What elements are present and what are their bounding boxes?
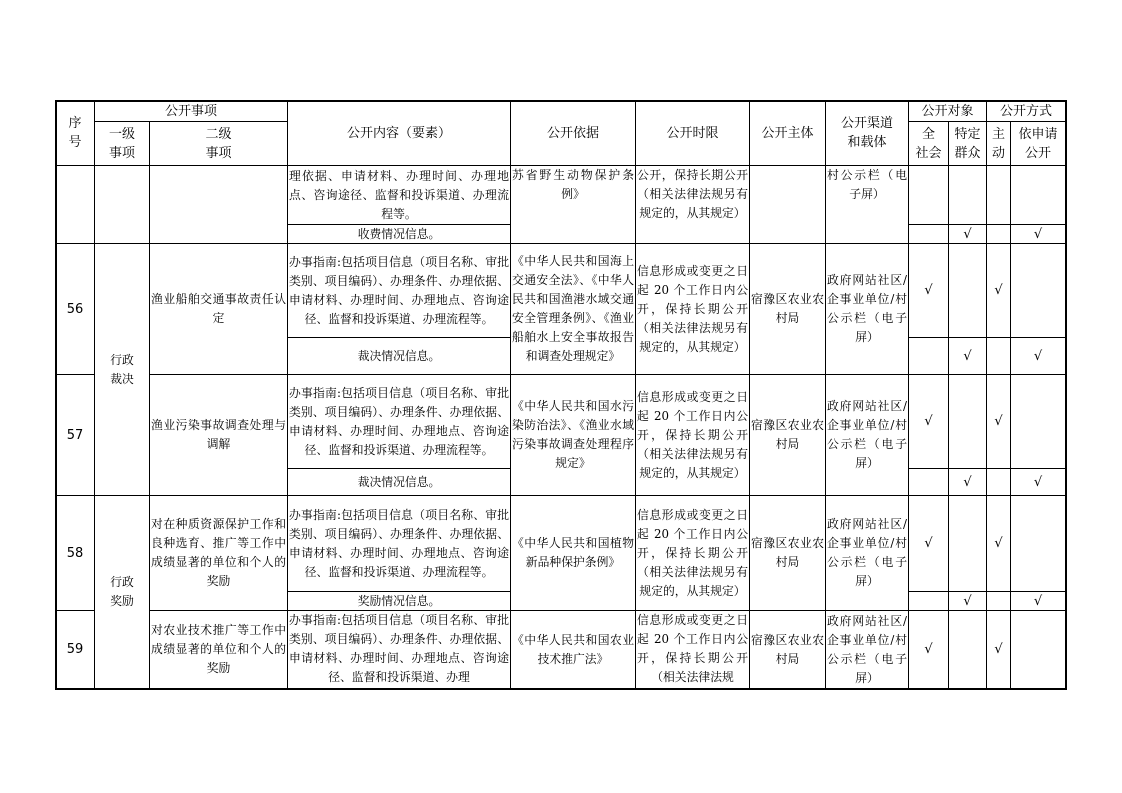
check-mark: √	[1010, 337, 1066, 375]
check-cell	[1010, 374, 1066, 469]
seq-cell	[55, 165, 95, 244]
row-number: 58	[55, 495, 95, 611]
check-mark: √	[1010, 591, 1066, 611]
check-cell	[1010, 495, 1066, 592]
check-mark: √	[986, 243, 1011, 338]
check-cell	[986, 337, 1011, 375]
basis-cell: 《中华人民共和国农业技术推广法》	[510, 610, 636, 689]
time-cell: 信息形成或变更之日起 20 个工作日内公开，保持长期公开（相关法律法规	[635, 610, 750, 689]
header-method: 公开方式	[986, 100, 1066, 122]
basis-cell: 《中华人民共和国植物新品种保护条例》	[510, 495, 636, 611]
check-mark: √	[948, 337, 987, 375]
check-mark: √	[986, 495, 1011, 592]
level2-item: 对农业技术推广等工作中成绩显著的单位和个人的奖励	[149, 610, 288, 689]
level2-item: 渔业污染事故调查处理与调解	[149, 374, 288, 496]
check-cell	[948, 374, 987, 469]
check-cell	[948, 495, 987, 592]
content-info: 收费情况信息。	[287, 224, 511, 244]
check-cell	[986, 468, 1011, 496]
check-cell	[948, 610, 987, 689]
header-subject: 公开主体	[749, 100, 826, 166]
check-cell	[908, 468, 949, 496]
header-level1: 一级 事项	[94, 121, 150, 166]
content-guide: 理依据、申请材料、办理时间、办理地点、咨询途径、监督和投诉渠道、办理流程等。	[287, 165, 511, 225]
channel-cell: 村公示栏（电子屏）	[825, 165, 909, 244]
check-mark: √	[1010, 224, 1066, 244]
header-basis: 公开依据	[510, 100, 636, 166]
header-target-all: 全 社会	[908, 121, 949, 166]
check-cell	[908, 591, 949, 611]
basis-cell: 苏省野生动物保护条例》	[510, 165, 636, 244]
level1-cell	[94, 165, 150, 244]
check-cell	[986, 224, 1011, 244]
level1-item: 行政 奖励	[94, 495, 150, 689]
row-number: 57	[55, 374, 95, 496]
check-cell	[986, 165, 1011, 225]
check-mark: √	[948, 591, 987, 611]
level1-item: 行政 裁决	[94, 243, 150, 496]
check-mark: √	[986, 374, 1011, 469]
header-method-request: 依申请 公开	[1010, 121, 1066, 166]
header-method-active: 主 动	[986, 121, 1011, 166]
content-info: 奖励情况信息。	[287, 591, 511, 611]
time-cell: 信息形成或变更之日起 20 个工作日内公开，保持长期公开（相关法律法规另有规定的，从其规定）	[635, 374, 750, 496]
subject-cell: 宿豫区农业农村局	[749, 610, 826, 689]
content-info: 裁决情况信息。	[287, 468, 511, 496]
content-guide: 办事指南:包括项目信息（项目名称、审批类别、项目编码）、办理条件、办理依据、申请材料、办理时间、办理地点、咨询途径、监督和投诉渠道、办理流程等。	[287, 495, 511, 592]
check-mark: √	[986, 610, 1011, 689]
time-cell: 信息形成或变更之日起 20 个工作日内公开，保持长期公开（相关法律法规另有规定的，从其规定）	[635, 243, 750, 375]
row-number: 56	[55, 243, 95, 375]
time-cell: 信息形成或变更之日起 20 个工作日内公开，保持长期公开（相关法律法规另有规定的，从其规定）	[635, 495, 750, 611]
channel-cell: 政府网站社区/企事业单位/村公示栏（电子屏）	[825, 610, 909, 689]
check-mark: √	[908, 495, 949, 592]
header-time: 公开时限	[635, 100, 750, 166]
check-mark: √	[1010, 468, 1066, 496]
level2-item: 渔业船舶交通事故责任认定	[149, 243, 288, 375]
basis-cell: 《中华人民共和国水污染防治法》、《渔业水域污染事故调查处理程序规定》	[510, 374, 636, 496]
header-items: 公开事项	[94, 100, 288, 122]
check-cell	[948, 165, 987, 225]
check-mark: √	[948, 224, 987, 244]
check-cell	[948, 243, 987, 338]
content-guide: 办事指南:包括项目信息（项目名称、审批类别、项目编码）、办理条件、办理依据、申请材料、办理时间、办理地点、咨询途径、监督和投诉渠道、办理流程等。	[287, 243, 511, 338]
check-cell	[1010, 165, 1066, 225]
check-cell	[908, 165, 949, 225]
subject-cell	[749, 165, 826, 244]
header-target: 公开对象	[908, 100, 987, 122]
check-mark: √	[908, 374, 949, 469]
channel-cell: 政府网站社区/企事业单位/村公示栏（电子屏）	[825, 495, 909, 611]
level2-item: 对在种质资源保护工作和良种选育、推广等工作中成绩显著的单位和个人的奖励	[149, 495, 288, 611]
subject-cell: 宿豫区农业农村局	[749, 495, 826, 611]
check-cell	[1010, 243, 1066, 338]
subject-cell: 宿豫区农业农村局	[749, 374, 826, 496]
row-number: 59	[55, 610, 95, 689]
header-content: 公开内容（要素）	[287, 100, 511, 166]
check-mark: √	[948, 468, 987, 496]
check-mark: √	[908, 243, 949, 338]
header-target-specific: 特定 群众	[948, 121, 987, 166]
content-info: 裁决情况信息。	[287, 337, 511, 375]
content-guide: 办事指南:包括项目信息（项目名称、审批类别、项目编码）、办理条件、办理依据、申请材料、办理时间、办理地点、咨询途径、监督和投诉渠道、办理	[287, 610, 511, 689]
check-cell	[986, 591, 1011, 611]
level2-cell	[149, 165, 288, 244]
channel-cell: 政府网站社区/企事业单位/村公示栏（电子屏）	[825, 243, 909, 375]
check-cell	[1010, 610, 1066, 689]
content-guide: 办事指南:包括项目信息（项目名称、审批类别、项目编码）、办理条件、办理依据、申请材料、办理时间、办理地点、咨询途径、监督和投诉渠道、办理流程等。	[287, 374, 511, 469]
subject-cell: 宿豫区农业农村局	[749, 243, 826, 375]
header-channel: 公开渠道 和载体	[825, 100, 909, 166]
header-level2: 二级 事项	[149, 121, 288, 166]
check-mark: √	[908, 610, 949, 689]
check-cell	[908, 224, 949, 244]
header-seq: 序 号	[55, 100, 95, 166]
time-cell: 公开，保持长期公开（相关法律法规另有规定的，从其规定）	[635, 165, 750, 244]
channel-cell: 政府网站社区/企事业单位/村公示栏（电子屏）	[825, 374, 909, 496]
check-cell	[908, 337, 949, 375]
basis-cell: 《中华人民共和国海上交通安全法》、《中华人民共和国渔港水域交通安全管理条例》、《渔业船舶水上安全事故报告和调查处理规定》	[510, 243, 636, 375]
